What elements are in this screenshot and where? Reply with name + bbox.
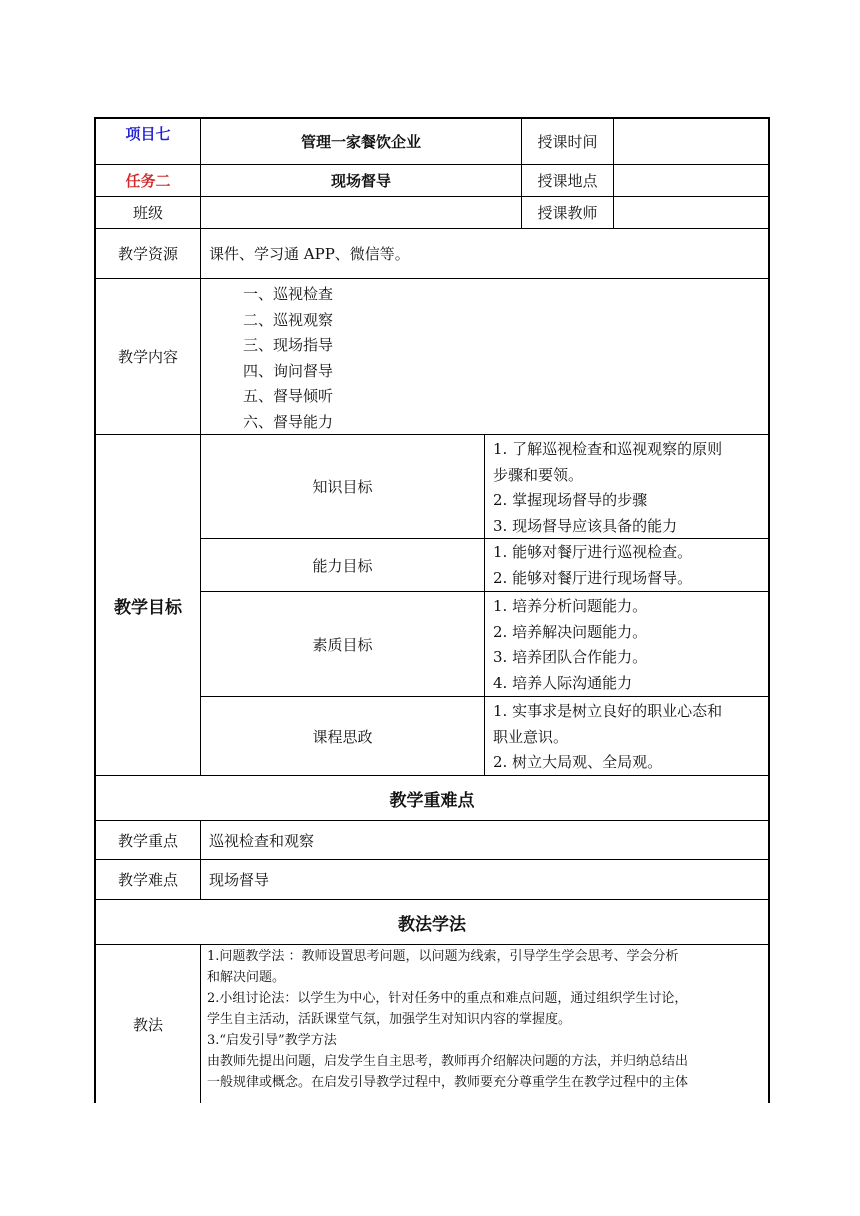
objective-line: 步骤和要领。: [493, 465, 584, 484]
methods-line: 和解决问题。: [207, 970, 286, 985]
objective-line: 1. 能够对餐厅进行巡视检查。: [493, 543, 693, 561]
methods-text: [207, 946, 763, 1093]
teacher-value-cell: [613, 196, 770, 228]
objective-line: 2. 掌握现场督导的步骤: [493, 491, 648, 509]
key-points-section-header: [94, 775, 770, 820]
objective-name: 课程思政: [312, 727, 373, 746]
task-title-cell: [200, 164, 521, 196]
objective-line: 职业意识。: [493, 727, 569, 746]
objective-name-cell: [200, 538, 484, 591]
methods-title: 教法学法: [398, 914, 466, 935]
objective-line: 3. 现场督导应该具备的能力: [493, 516, 678, 535]
objective-line: 4. 培养人际沟通能力: [493, 673, 633, 692]
resources-label: 教学资源: [117, 245, 178, 263]
key-points-title: 教学重难点: [389, 790, 475, 811]
objectives-label-cell: [94, 434, 200, 775]
class-label-cell: [94, 196, 200, 228]
content-label-text: 教学内容: [117, 348, 178, 366]
objective-name-cell: [200, 696, 484, 775]
objective-lines: [493, 540, 692, 591]
teacher-label-cell: [521, 196, 613, 228]
place-label: 授课地点: [537, 172, 598, 190]
methods-line: 由教师先提出问题，启发学生自主思考，教师再介绍解决问题的方法，并归纳总结出: [207, 1054, 689, 1069]
project-title: 管理一家餐饮企业: [300, 133, 421, 151]
content-item: 二、巡视观察: [243, 310, 334, 329]
class-label: 班级: [132, 204, 163, 222]
objective-line: 1. 了解巡视检查和巡视观察的原则: [493, 440, 723, 458]
methods-section-header: [94, 899, 770, 944]
place-label-cell: [521, 164, 613, 196]
content-value-cell: [200, 278, 770, 434]
objective-line: 2. 树立大局观、全局观。: [493, 753, 663, 771]
methods-label: 教法: [132, 1015, 163, 1034]
difficulty-value: 现场督导: [209, 871, 270, 889]
content-item: 一、巡视检查: [243, 285, 334, 303]
resources-value: 课件、学习通 APP、微信等。: [209, 245, 410, 263]
objective-name: 能力目标: [312, 556, 373, 575]
methods-line: 2.小组讨论法：以学生为中心，针对任务中的重点和难点问题，通过组织学生讨论，: [207, 991, 688, 1006]
task-title: 现场督导: [330, 172, 391, 190]
objective-line: 1. 实事求是树立良好的职业心态和: [493, 702, 723, 720]
objective-detail-cell: [484, 434, 770, 538]
methods-line: 1.问题教学法 ：教师设置思考问题，以问题为线索，引导学生学会思考、学会分析: [207, 949, 679, 964]
objective-line: 3. 培养团队合作能力。: [493, 648, 648, 666]
objective-line: 2. 培养解决问题能力。: [493, 622, 648, 641]
objectives-label: 教学目标: [114, 597, 182, 618]
objective-name-cell: [200, 434, 484, 538]
teacher-label: 授课教师: [537, 204, 598, 222]
objective-detail-cell: [484, 538, 770, 591]
task-label: 任务二: [125, 172, 171, 190]
objective-line: 2. 能够对餐厅进行现场督导。: [493, 568, 693, 587]
project-label: 项目七: [125, 125, 171, 143]
place-value-cell: [613, 164, 770, 196]
focus-label: 教学重点: [117, 831, 178, 850]
content-label-cell: [94, 278, 200, 434]
methods-line: 3.“启发引导”教学方法: [207, 1033, 337, 1048]
content-item: 六、督导能力: [243, 412, 334, 431]
methods-line: 一般规律或概念。在启发引导教学过程中，教师要充分尊重学生在教学过程中的主体: [207, 1075, 689, 1090]
objective-lines: [493, 594, 647, 696]
objective-lines: [493, 437, 722, 539]
content-item: 五、督导倾听: [243, 387, 334, 405]
task-label-cell: [94, 164, 200, 196]
project-title-cell: [200, 117, 521, 164]
objective-name-cell: [200, 591, 484, 696]
focus-value-cell: [200, 820, 770, 859]
methods-value-cell: [200, 944, 770, 1103]
class-value-cell: [200, 196, 521, 228]
focus-label-cell: [94, 820, 200, 859]
resources-value-cell: [200, 228, 770, 278]
time-value-cell: [613, 117, 770, 164]
objective-detail-cell: [484, 696, 770, 775]
objective-lines: [493, 699, 722, 776]
project-label-cell: [94, 117, 200, 164]
methods-line: 学生自主活动，活跃课堂气氛，加强学生对知识内容的掌握度。: [207, 1012, 572, 1027]
difficulty-value-cell: [200, 859, 770, 899]
difficulty-label-cell: [94, 859, 200, 899]
objective-name: 知识目标: [312, 478, 373, 496]
objective-name: 素质目标: [312, 635, 373, 654]
resources-label-cell: [94, 228, 200, 278]
content-item: 四、询问督导: [243, 361, 334, 380]
time-label-cell: [521, 117, 613, 164]
objective-line: 1. 培养分析问题能力。: [493, 597, 648, 615]
difficulty-label: 教学难点: [117, 871, 178, 889]
content-list: [243, 282, 333, 435]
methods-label-cell: [94, 944, 200, 1103]
time-label: 授课时间: [537, 133, 598, 151]
content-item: 三、现场指导: [243, 336, 334, 354]
objective-detail-cell: [484, 591, 770, 696]
focus-value: 巡视检查和观察: [209, 831, 315, 850]
